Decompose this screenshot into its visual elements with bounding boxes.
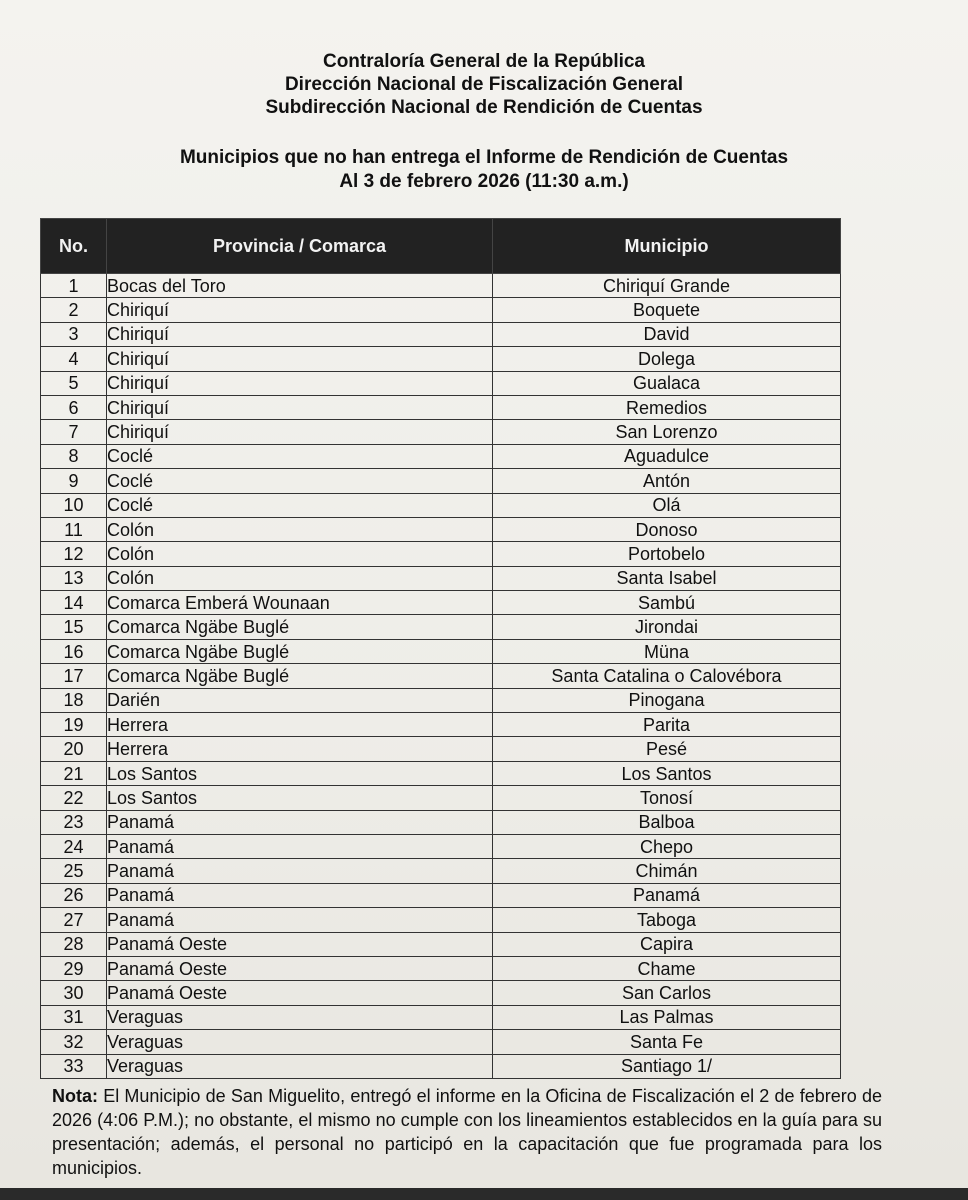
row-provincia: Comarca Ngäbe Buglé xyxy=(107,615,493,639)
header-line-1: Contraloría General de la República xyxy=(322,51,646,72)
row-provincia: Chiriquí xyxy=(107,420,493,444)
table-row xyxy=(41,420,841,444)
row-provincia: Panamá xyxy=(107,883,493,907)
row-provincia: Panamá Oeste xyxy=(107,932,493,956)
row-provincia: Herrera xyxy=(107,737,493,761)
row-provincia: Panamá xyxy=(107,859,493,883)
row-number: 3 xyxy=(41,322,107,346)
table-row xyxy=(41,737,841,761)
row-municipio: Panamá xyxy=(493,883,841,907)
table-row xyxy=(41,932,841,956)
row-provincia: Colón xyxy=(107,542,493,566)
row-number: 25 xyxy=(41,859,107,883)
row-number: 19 xyxy=(41,713,107,737)
report-title-line-2: Al 3 de febrero 2026 (11:30 a.m.) xyxy=(339,171,629,192)
table-row xyxy=(41,639,841,663)
row-municipio: Balboa xyxy=(493,810,841,834)
row-number: 21 xyxy=(41,761,107,785)
row-municipio: Sambú xyxy=(493,591,841,615)
row-provincia: Panamá Oeste xyxy=(107,981,493,1005)
row-number: 14 xyxy=(41,591,107,615)
row-municipio: Capira xyxy=(493,932,841,956)
photo-bottom-edge xyxy=(0,1188,968,1200)
row-provincia: Los Santos xyxy=(107,786,493,810)
row-number: 5 xyxy=(41,371,107,395)
row-provincia: Coclé xyxy=(107,444,493,468)
header-line-3: Subdirección Nacional de Rendición de Cuentas xyxy=(265,97,703,118)
municipios-table xyxy=(40,218,841,1079)
row-municipio: Santa Fe xyxy=(493,1030,841,1054)
table-header-row xyxy=(41,219,841,274)
row-provincia: Los Santos xyxy=(107,761,493,785)
row-number: 26 xyxy=(41,883,107,907)
row-municipio: Los Santos xyxy=(493,761,841,785)
row-municipio: Las Palmas xyxy=(493,1005,841,1029)
row-number: 6 xyxy=(41,395,107,419)
report-title xyxy=(0,146,968,194)
row-number: 8 xyxy=(41,444,107,468)
row-number: 10 xyxy=(41,493,107,517)
row-municipio: Chiriquí Grande xyxy=(493,274,841,298)
row-municipio: Chame xyxy=(493,956,841,980)
row-number: 17 xyxy=(41,664,107,688)
row-number: 27 xyxy=(41,908,107,932)
row-number: 18 xyxy=(41,688,107,712)
table-row xyxy=(41,981,841,1005)
table-row xyxy=(41,395,841,419)
row-municipio: Santa Catalina o Calovébora xyxy=(493,664,841,688)
row-municipio: Aguadulce xyxy=(493,444,841,468)
table-row xyxy=(41,810,841,834)
row-provincia: Chiriquí xyxy=(107,298,493,322)
table-body xyxy=(41,274,841,1079)
row-municipio: Gualaca xyxy=(493,371,841,395)
row-number: 30 xyxy=(41,981,107,1005)
row-provincia: Veraguas xyxy=(107,1054,493,1078)
row-municipio: San Lorenzo xyxy=(493,420,841,444)
row-municipio: Parita xyxy=(493,713,841,737)
table-row xyxy=(41,834,841,858)
row-municipio: Dolega xyxy=(493,347,841,371)
row-municipio: Boquete xyxy=(493,298,841,322)
row-provincia: Chiriquí xyxy=(107,347,493,371)
row-provincia: Panamá xyxy=(107,810,493,834)
table-row xyxy=(41,786,841,810)
row-number: 15 xyxy=(41,615,107,639)
row-number: 32 xyxy=(41,1030,107,1054)
table-row xyxy=(41,615,841,639)
row-municipio: Donoso xyxy=(493,517,841,541)
row-number: 33 xyxy=(41,1054,107,1078)
row-number: 22 xyxy=(41,786,107,810)
row-municipio: Portobelo xyxy=(493,542,841,566)
column-header-municipio: Municipio xyxy=(493,219,841,274)
row-municipio: Taboga xyxy=(493,908,841,932)
row-municipio: Chepo xyxy=(493,834,841,858)
row-provincia: Colón xyxy=(107,517,493,541)
row-municipio: Pesé xyxy=(493,737,841,761)
row-number: 1 xyxy=(41,274,107,298)
table-row xyxy=(41,542,841,566)
table-row xyxy=(41,298,841,322)
table-row xyxy=(41,322,841,346)
report-title-line-1: Municipios que no han entrega el Informe de Rendición de Cuentas xyxy=(179,147,789,168)
row-number: 4 xyxy=(41,347,107,371)
row-number: 31 xyxy=(41,1005,107,1029)
table-row xyxy=(41,444,841,468)
row-municipio: Santa Isabel xyxy=(493,566,841,590)
row-provincia: Colón xyxy=(107,566,493,590)
row-municipio: Müna xyxy=(493,639,841,663)
row-provincia: Comarca Ngäbe Buglé xyxy=(107,639,493,663)
table-row xyxy=(41,469,841,493)
row-provincia: Coclé xyxy=(107,493,493,517)
row-number: 7 xyxy=(41,420,107,444)
table-row xyxy=(41,908,841,932)
row-number: 24 xyxy=(41,834,107,858)
table-row xyxy=(41,713,841,737)
row-municipio: Chimán xyxy=(493,859,841,883)
table-row xyxy=(41,1054,841,1078)
table-row xyxy=(41,591,841,615)
row-provincia: Chiriquí xyxy=(107,371,493,395)
row-municipio: David xyxy=(493,322,841,346)
row-provincia: Chiriquí xyxy=(107,322,493,346)
row-provincia: Darién xyxy=(107,688,493,712)
row-provincia: Herrera xyxy=(107,713,493,737)
document-header xyxy=(0,50,968,119)
table-row xyxy=(41,664,841,688)
footnote xyxy=(52,1084,882,1180)
row-municipio: Olá xyxy=(493,493,841,517)
column-header-no: No. xyxy=(41,219,107,274)
row-number: 29 xyxy=(41,956,107,980)
row-provincia: Coclé xyxy=(107,469,493,493)
row-number: 13 xyxy=(41,566,107,590)
table-row xyxy=(41,956,841,980)
table-row xyxy=(41,347,841,371)
row-provincia: Comarca Ngäbe Buglé xyxy=(107,664,493,688)
table-row xyxy=(41,883,841,907)
row-municipio: Jirondai xyxy=(493,615,841,639)
row-number: 28 xyxy=(41,932,107,956)
row-municipio: Pinogana xyxy=(493,688,841,712)
row-municipio: Santiago 1/ xyxy=(493,1054,841,1078)
row-provincia: Veraguas xyxy=(107,1005,493,1029)
row-provincia: Veraguas xyxy=(107,1030,493,1054)
row-provincia: Chiriquí xyxy=(107,395,493,419)
footnote-label: Nota: xyxy=(52,1086,98,1106)
table-row xyxy=(41,274,841,298)
table-row xyxy=(41,566,841,590)
row-municipio: Antón xyxy=(493,469,841,493)
table-row xyxy=(41,371,841,395)
row-number: 20 xyxy=(41,737,107,761)
table-row xyxy=(41,1030,841,1054)
row-provincia: Comarca Emberá Wounaan xyxy=(107,591,493,615)
column-header-provincia: Provincia / Comarca xyxy=(107,219,493,274)
row-number: 2 xyxy=(41,298,107,322)
header-line-2: Dirección Nacional de Fiscalización General xyxy=(284,74,684,95)
row-municipio: Tonosí xyxy=(493,786,841,810)
footnote-text: El Municipio de San Miguelito, entregó el informe en la Oficina de Fiscalización el 2 de febrero de 2026 (4:06 P.M.); no obstante, el mismo no cumple con los lineamientos establecidos en la guía para su presentación; además, el personal no participó en la capacitación que fue programada para los municipios. xyxy=(52,1086,882,1178)
table-row xyxy=(41,493,841,517)
row-municipio: Remedios xyxy=(493,395,841,419)
row-municipio: San Carlos xyxy=(493,981,841,1005)
table-row xyxy=(41,859,841,883)
row-provincia: Bocas del Toro xyxy=(107,274,493,298)
row-number: 16 xyxy=(41,639,107,663)
row-number: 23 xyxy=(41,810,107,834)
row-number: 12 xyxy=(41,542,107,566)
table-row xyxy=(41,1005,841,1029)
row-provincia: Panamá xyxy=(107,908,493,932)
row-provincia: Panamá Oeste xyxy=(107,956,493,980)
row-provincia: Panamá xyxy=(107,834,493,858)
table-row xyxy=(41,688,841,712)
row-number: 9 xyxy=(41,469,107,493)
table-row xyxy=(41,517,841,541)
row-number: 11 xyxy=(41,517,107,541)
table-row xyxy=(41,761,841,785)
